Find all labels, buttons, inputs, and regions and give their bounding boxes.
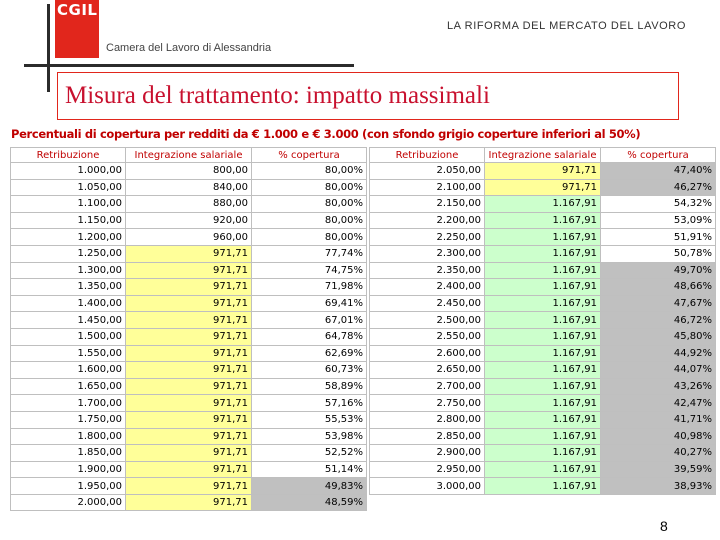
table-row <box>11 362 367 379</box>
cgil-logo-text: CGIL <box>57 1 98 19</box>
table-row <box>370 328 716 345</box>
copertura-cell: 46,27% <box>601 179 716 196</box>
table-row <box>370 229 716 246</box>
table-row <box>370 395 716 412</box>
retribuzione-cell: 1.800,00 <box>11 428 126 445</box>
copertura-cell: 80,00% <box>252 212 367 229</box>
col-header-integrazione: Integrazione salariale <box>485 148 601 163</box>
integrazione-cell: 1.167,91 <box>485 411 601 428</box>
retribuzione-cell: 1.200,00 <box>11 229 126 246</box>
copertura-cell: 71,98% <box>252 279 367 296</box>
copertura-cell: 69,41% <box>252 295 367 312</box>
integrazione-cell: 840,00 <box>126 179 252 196</box>
retribuzione-cell: 2.450,00 <box>370 295 485 312</box>
retribuzione-cell: 2.200,00 <box>370 212 485 229</box>
header-title: LA RIFORMA DEL MERCATO DEL LAVORO <box>446 20 686 32</box>
integrazione-cell: 1.167,91 <box>485 245 601 262</box>
retribuzione-cell: 2.950,00 <box>370 461 485 478</box>
coverage-table-left <box>10 147 367 511</box>
table-caption: Percentuali di copertura per redditi da € 1.000 e € 3.000 (con sfondo grigio coperture inferiori al 50%) <box>11 127 641 141</box>
table-row <box>11 262 367 279</box>
copertura-cell: 47,40% <box>601 163 716 180</box>
integrazione-cell: 971,71 <box>126 345 252 362</box>
retribuzione-cell: 2.000,00 <box>11 494 126 511</box>
table-body-left <box>11 163 367 511</box>
table-row <box>11 461 367 478</box>
integrazione-cell: 971,71 <box>126 461 252 478</box>
integrazione-cell: 971,71 <box>126 428 252 445</box>
slide-title: Misura del trattamento: impatto massimali <box>65 82 490 109</box>
copertura-cell: 43,26% <box>601 378 716 395</box>
copertura-cell: 47,67% <box>601 295 716 312</box>
retribuzione-cell: 2.300,00 <box>370 245 485 262</box>
retribuzione-cell: 2.350,00 <box>370 262 485 279</box>
retribuzione-cell: 1.100,00 <box>11 196 126 213</box>
integrazione-cell: 971,71 <box>126 395 252 412</box>
retribuzione-cell: 1.600,00 <box>11 362 126 379</box>
copertura-cell: 60,73% <box>252 362 367 379</box>
integrazione-cell: 1.167,91 <box>485 229 601 246</box>
retribuzione-cell: 1.850,00 <box>11 445 126 462</box>
integrazione-cell: 971,71 <box>126 362 252 379</box>
table-row <box>370 478 716 495</box>
table-row <box>11 245 367 262</box>
integrazione-cell: 971,71 <box>126 494 252 511</box>
retribuzione-cell: 1.350,00 <box>11 279 126 296</box>
retribuzione-cell: 2.750,00 <box>370 395 485 412</box>
retribuzione-cell: 2.500,00 <box>370 312 485 329</box>
copertura-cell: 57,16% <box>252 395 367 412</box>
integrazione-cell: 1.167,91 <box>485 295 601 312</box>
table-row <box>370 262 716 279</box>
copertura-cell: 42,47% <box>601 395 716 412</box>
copertura-cell: 77,74% <box>252 245 367 262</box>
integrazione-cell: 1.167,91 <box>485 395 601 412</box>
copertura-cell: 67,01% <box>252 312 367 329</box>
retribuzione-cell: 1.900,00 <box>11 461 126 478</box>
copertura-cell: 80,00% <box>252 229 367 246</box>
integrazione-cell: 971,71 <box>126 295 252 312</box>
integrazione-cell: 1.167,91 <box>485 378 601 395</box>
copertura-cell: 80,00% <box>252 196 367 213</box>
table-row <box>11 411 367 428</box>
retribuzione-cell: 1.050,00 <box>11 179 126 196</box>
table-row <box>11 179 367 196</box>
table-row <box>11 163 367 180</box>
integrazione-cell: 971,71 <box>485 179 601 196</box>
integrazione-cell: 1.167,91 <box>485 428 601 445</box>
copertura-cell: 38,93% <box>601 478 716 495</box>
copertura-cell: 52,52% <box>252 445 367 462</box>
col-header-copertura: % copertura <box>601 148 716 163</box>
header-subtitle: Camera del Lavoro di Alessandria <box>106 42 272 54</box>
integrazione-cell: 971,71 <box>126 279 252 296</box>
col-header-retribuzione: Retribuzione <box>370 148 485 163</box>
integrazione-cell: 1.167,91 <box>485 196 601 213</box>
table-row <box>370 179 716 196</box>
copertura-cell: 50,78% <box>601 245 716 262</box>
table-row <box>370 345 716 362</box>
integrazione-cell: 1.167,91 <box>485 212 601 229</box>
copertura-cell: 55,53% <box>252 411 367 428</box>
table-row <box>370 295 716 312</box>
copertura-cell: 53,98% <box>252 428 367 445</box>
integrazione-cell: 971,71 <box>126 478 252 495</box>
copertura-cell: 40,27% <box>601 445 716 462</box>
copertura-cell: 80,00% <box>252 163 367 180</box>
integrazione-cell: 920,00 <box>126 212 252 229</box>
table-row <box>370 461 716 478</box>
table-header-row <box>11 148 367 163</box>
table-row <box>11 445 367 462</box>
table-row <box>11 428 367 445</box>
col-header-copertura: % copertura <box>252 148 367 163</box>
retribuzione-cell: 2.650,00 <box>370 362 485 379</box>
table-row <box>11 345 367 362</box>
copertura-cell: 49,70% <box>601 262 716 279</box>
integrazione-cell: 1.167,91 <box>485 362 601 379</box>
copertura-cell: 48,66% <box>601 279 716 296</box>
table-row <box>370 196 716 213</box>
copertura-cell: 74,75% <box>252 262 367 279</box>
integrazione-cell: 1.167,91 <box>485 312 601 329</box>
integrazione-cell: 800,00 <box>126 163 252 180</box>
col-header-retribuzione: Retribuzione <box>11 148 126 163</box>
table-row <box>11 295 367 312</box>
integrazione-cell: 1.167,91 <box>485 328 601 345</box>
retribuzione-cell: 2.600,00 <box>370 345 485 362</box>
table-header-row <box>370 148 716 163</box>
integrazione-cell: 1.167,91 <box>485 461 601 478</box>
table-row <box>11 494 367 511</box>
integrazione-cell: 971,71 <box>126 445 252 462</box>
copertura-cell: 58,89% <box>252 378 367 395</box>
table-row <box>11 478 367 495</box>
table-body-right <box>370 163 716 495</box>
table-row <box>370 212 716 229</box>
integrazione-cell: 971,71 <box>126 378 252 395</box>
copertura-cell: 45,80% <box>601 328 716 345</box>
retribuzione-cell: 1.700,00 <box>11 395 126 412</box>
copertura-cell: 51,14% <box>252 461 367 478</box>
copertura-cell: 51,91% <box>601 229 716 246</box>
copertura-cell: 40,98% <box>601 428 716 445</box>
integrazione-cell: 971,71 <box>126 312 252 329</box>
retribuzione-cell: 2.100,00 <box>370 179 485 196</box>
retribuzione-cell: 2.150,00 <box>370 196 485 213</box>
table-row <box>370 245 716 262</box>
retribuzione-cell: 1.750,00 <box>11 411 126 428</box>
copertura-cell: 54,32% <box>601 196 716 213</box>
integrazione-cell: 971,71 <box>126 262 252 279</box>
logo-vertical-rule <box>47 4 50 92</box>
integrazione-cell: 1.167,91 <box>485 345 601 362</box>
table-row <box>370 362 716 379</box>
integrazione-cell: 971,71 <box>485 163 601 180</box>
retribuzione-cell: 3.000,00 <box>370 478 485 495</box>
table-row <box>370 312 716 329</box>
copertura-cell: 41,71% <box>601 411 716 428</box>
retribuzione-cell: 2.900,00 <box>370 445 485 462</box>
retribuzione-cell: 1.450,00 <box>11 312 126 329</box>
col-header-integrazione: Integrazione salariale <box>126 148 252 163</box>
retribuzione-cell: 1.950,00 <box>11 478 126 495</box>
integrazione-cell: 1.167,91 <box>485 478 601 495</box>
table-row <box>370 411 716 428</box>
retribuzione-cell: 1.150,00 <box>11 212 126 229</box>
table-row <box>11 229 367 246</box>
copertura-cell: 62,69% <box>252 345 367 362</box>
retribuzione-cell: 1.300,00 <box>11 262 126 279</box>
table-row <box>370 445 716 462</box>
copertura-cell: 44,07% <box>601 362 716 379</box>
integrazione-cell: 971,71 <box>126 245 252 262</box>
integrazione-cell: 880,00 <box>126 196 252 213</box>
copertura-cell: 46,72% <box>601 312 716 329</box>
table-row <box>11 196 367 213</box>
retribuzione-cell: 2.050,00 <box>370 163 485 180</box>
table-row <box>370 378 716 395</box>
table-row <box>11 378 367 395</box>
integrazione-cell: 1.167,91 <box>485 262 601 279</box>
retribuzione-cell: 2.250,00 <box>370 229 485 246</box>
table-row <box>370 163 716 180</box>
coverage-table-right <box>369 147 716 495</box>
retribuzione-cell: 1.000,00 <box>11 163 126 180</box>
copertura-cell: 44,92% <box>601 345 716 362</box>
retribuzione-cell: 2.850,00 <box>370 428 485 445</box>
integrazione-cell: 971,71 <box>126 328 252 345</box>
integrazione-cell: 971,71 <box>126 411 252 428</box>
page-number: 8 <box>660 518 668 534</box>
retribuzione-cell: 1.650,00 <box>11 378 126 395</box>
copertura-cell: 80,00% <box>252 179 367 196</box>
retribuzione-cell: 2.700,00 <box>370 378 485 395</box>
retribuzione-cell: 2.550,00 <box>370 328 485 345</box>
retribuzione-cell: 1.550,00 <box>11 345 126 362</box>
table-row <box>11 328 367 345</box>
table-row <box>370 428 716 445</box>
retribuzione-cell: 2.400,00 <box>370 279 485 296</box>
table-row <box>11 395 367 412</box>
copertura-cell: 53,09% <box>601 212 716 229</box>
table-row <box>11 312 367 329</box>
table-row <box>11 279 367 296</box>
logo-horizontal-rule <box>24 64 354 67</box>
retribuzione-cell: 1.500,00 <box>11 328 126 345</box>
retribuzione-cell: 1.250,00 <box>11 245 126 262</box>
integrazione-cell: 1.167,91 <box>485 279 601 296</box>
table-row <box>370 279 716 296</box>
retribuzione-cell: 1.400,00 <box>11 295 126 312</box>
copertura-cell: 49,83% <box>252 478 367 495</box>
table-row <box>11 212 367 229</box>
copertura-cell: 48,59% <box>252 494 367 511</box>
retribuzione-cell: 2.800,00 <box>370 411 485 428</box>
copertura-cell: 64,78% <box>252 328 367 345</box>
integrazione-cell: 960,00 <box>126 229 252 246</box>
integrazione-cell: 1.167,91 <box>485 445 601 462</box>
copertura-cell: 39,59% <box>601 461 716 478</box>
